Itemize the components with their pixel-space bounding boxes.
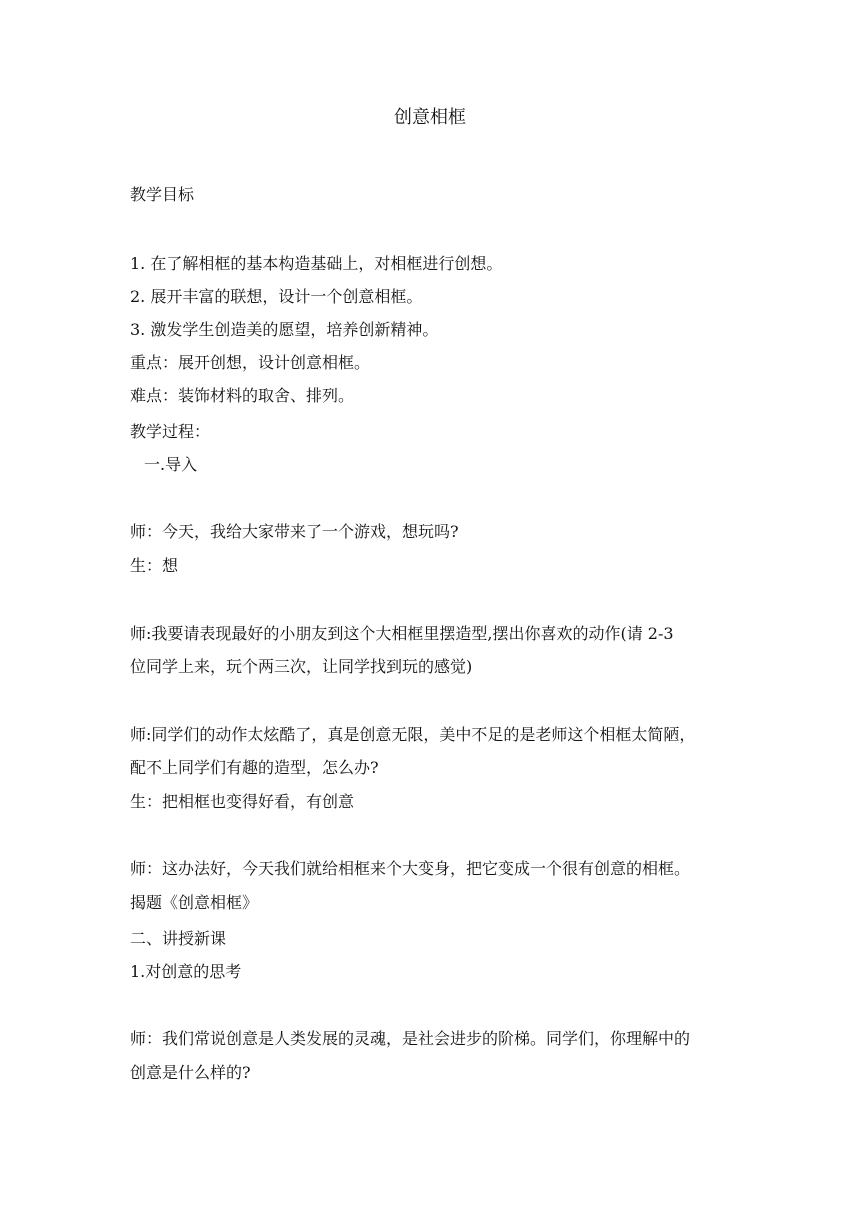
process-heading: 教学过程： bbox=[130, 422, 211, 441]
dialogue-teacher-5-line-2: 创意是什么样的? bbox=[130, 1063, 251, 1082]
dialogue-teacher-3-line-1: 师:同学们的动作太炫酷了，真是创意无限，美中不足的是老师这个相框太简陋， bbox=[130, 725, 696, 744]
step-one-heading: 一.导入 bbox=[144, 455, 198, 474]
section-heading-goals: 教学目标 bbox=[130, 185, 195, 204]
dialogue-teacher-2-line-2: 位同学上来，玩个两三次，让同学找到玩的感觉) bbox=[130, 657, 473, 676]
goal-item-1: 1. 在了解相框的基本构造基础上，对相框进行创想。 bbox=[130, 254, 503, 273]
goal-item-2: 2. 展开丰富的联想，设计一个创意相框。 bbox=[130, 287, 423, 306]
dialogue-teacher-4-line-2: 揭题《创意相框》 bbox=[130, 893, 259, 912]
sub-heading-one: 1.对创意的思考 bbox=[130, 962, 242, 981]
goal-item-3: 3. 激发学生创造美的愿望，培养创新精神。 bbox=[130, 320, 439, 339]
dialogue-teacher-4-line-1: 师：这办法好，今天我们就给相框来个大变身，把它变成一个很有创意的相框。 bbox=[130, 859, 691, 878]
dialogue-student-2: 生：把相框也变得好看，有创意 bbox=[130, 792, 355, 811]
step-two-heading: 二、讲授新课 bbox=[130, 929, 227, 948]
key-point: 重点：展开创想，设计创意相框。 bbox=[130, 353, 371, 372]
document-title: 创意相框 bbox=[394, 107, 466, 128]
difficult-point: 难点：装饰材料的取舍、排列。 bbox=[130, 386, 355, 405]
dialogue-teacher-5-line-1: 师：我们常说创意是人类发展的灵魂，是社会进步的阶梯。同学们，你理解中的 bbox=[130, 1029, 691, 1048]
dialogue-teacher-2-line-1: 师:我要请表现最好的小朋友到这个大相框里摆造型,摆出你喜欢的动作(请 2-3 bbox=[130, 624, 674, 643]
dialogue-student-1: 生：想 bbox=[130, 556, 179, 575]
dialogue-teacher-3-line-2: 配不上同学们有趣的造型，怎么办? bbox=[130, 758, 379, 777]
dialogue-teacher-1: 师：今天，我给大家带来了一个游戏，想玩吗? bbox=[130, 522, 459, 541]
